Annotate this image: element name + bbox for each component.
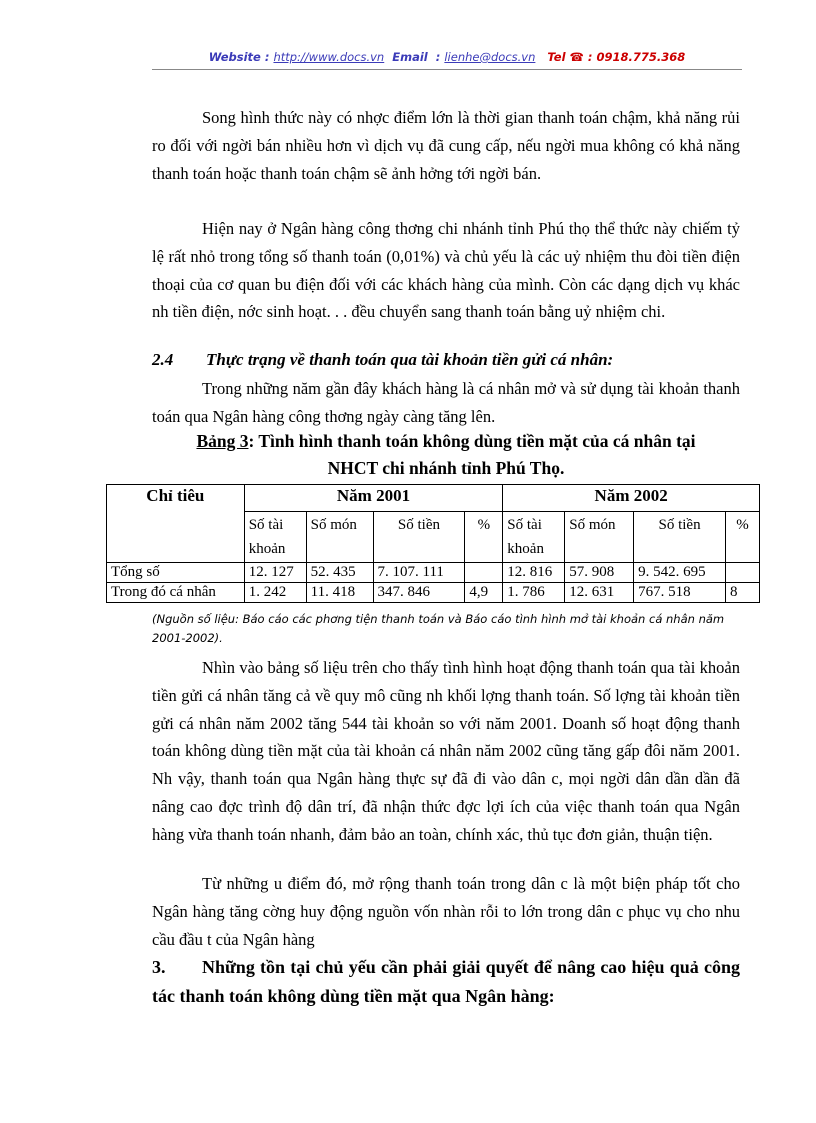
table-title-line2: NHCT chi nhánh tỉnh Phú Thọ. [327,458,565,478]
header-year-2001: Năm 2001 [244,485,503,512]
header-indicator: Chỉ tiêu [107,485,245,563]
table-cell: 4,9 [465,583,503,603]
table-title [152,428,740,482]
subheader-amount: Số tiền [373,512,465,563]
section-number: 2.4 [152,350,174,369]
website-label: Website [208,50,261,64]
website-link[interactable]: http://www.docs.vn [273,50,385,64]
tel-label: Tel [547,50,566,64]
paragraph-3: Trong những năm gần đây khách hàng là cá nhân mở và sử dụng tài khoản thanh toán qua Ngân hàng công thơng ngày càng tăng lên. [152,379,740,426]
phone-icon: ☎ [569,50,584,64]
table-cell: 767. 518 [634,583,726,603]
table-cell: 11. 418 [306,583,373,603]
table-source-note: (Nguồn số liệu: Báo cáo các phơng tiện thanh toán và Báo cáo tình hình mở tài khoản cá nhân năm 2001-2002). [152,612,725,645]
email-label: Email [392,50,428,64]
table-cell: 12. 127 [244,563,306,583]
subheader-accounts: Số tài khoản [244,512,306,563]
subheader-items: Số món [565,512,634,563]
header-divider [152,69,742,70]
table-cell: 7. 107. 111 [373,563,465,583]
section-title: Thực trạng về thanh toán qua tài khoản tiền gửi cá nhân: [206,350,614,369]
subheader-percent: % [465,512,503,563]
email-link[interactable]: lienhe@docs.vn [444,50,536,64]
paragraph-2: Hiện nay ở Ngân hàng công thơng chi nhánh tỉnh Phú thọ thể thức này chiếm tỷ lệ rất nhỏ trong tổng số thanh toán (0,01%) và chủ yếu là các uỷ nhiệm thu đòi tiền điện thoại của cơ quan bu điện đối với các khách hàng của mình. Còn các dạng dịch vụ khác nh tiền điện, nớc sinh hoạt. . . đều chuyển sang thanh toán bằng uỷ nhiệm chi. [152,219,740,322]
table-cell: 347. 846 [373,583,465,603]
page-header: Website : http://www.docs.vn Email : lienhe@docs.vn Tel ☎ : 0918.775.368 [208,50,686,64]
table-row [107,563,760,583]
table-title-line1: : Tình hình thanh toán không dùng tiền mặt của cá nhân tại [248,431,696,451]
paragraph-5: Từ những u điểm đó, mở rộng thanh toán trong dân c là một biện pháp tốt cho Ngân hàng tăng cờng huy động nguồn vốn nhàn rỗi to lớn trong dân c phục vụ cho nhu cầu đầu t của Ngân hàng [152,874,740,949]
data-table [106,484,760,603]
table-cell: 9. 542. 695 [634,563,726,583]
table-cell: 12. 816 [503,563,565,583]
table-row [107,583,760,603]
paragraph-4: Nhìn vào bảng số liệu trên cho thấy tình hình hoạt động thanh toán qua tài khoản tiền gửi cá nhân tăng cả về quy mô cũng nh khối lợng thanh toán. Số lợng tài khoản tiền gửi cá nhân năm 2002 tăng 544 tài khoản so với năm 2001. Doanh số hoạt động thanh toán không dùng tiền mặt của tài khoản cá nhân năm 2002 cũng tăng gấp đôi năm 2001. Nh vậy, thanh toán qua Ngân hàng thực sự đã đi vào dân c, mọi ngời dân dần dần đã nâng cao đợc trình độ dân trí, đã nhận thức đợc lợi ích của việc thanh toán qua Ngân hàng vừa thanh toán nhanh, đảm bảo an toàn, chính xác, thủ tục đơn giản, thuận tiện. [152,658,740,844]
table-header-row [107,485,760,512]
table-cell: 52. 435 [306,563,373,583]
subheader-amount: Số tiền [634,512,726,563]
table-cell: 1. 242 [244,583,306,603]
header-year-2002: Năm 2002 [503,485,760,512]
subheader-percent: % [725,512,759,563]
table-cell [725,563,759,583]
table-label: Bảng 3 [196,431,249,451]
table-cell: 57. 908 [565,563,634,583]
section-title: Những tồn tại chủ yếu cần phải giải quyết để nâng cao hiệu quả công tác thanh toán không dùng tiền mặt qua Ngân hàng: [152,957,740,1006]
table-cell: 8 [725,583,759,603]
row-label: Trong đó cá nhân [107,583,245,603]
table-cell: 1. 786 [503,583,565,603]
tel-value: 0918.775.368 [596,50,686,64]
subheader-items: Số món [306,512,373,563]
row-label: Tổng số [107,563,245,583]
table-cell [465,563,503,583]
paragraph-1: Song hình thức này có nhợc điểm lớn là thời gian thanh toán chậm, khả năng rủi ro đối với ngời bán nhiều hơn vì dịch vụ đã cung cấp, nếu ngời mua không có khả năng thanh toán hoặc thanh toán chậm sẽ ảnh hởng tới ngời bán. [152,108,740,183]
section-number: 3. [152,957,166,977]
section-heading-2-4 [152,350,740,370]
section-heading-3 [152,953,740,1011]
subheader-accounts: Số tài khoản [503,512,565,563]
table-cell: 12. 631 [565,583,634,603]
